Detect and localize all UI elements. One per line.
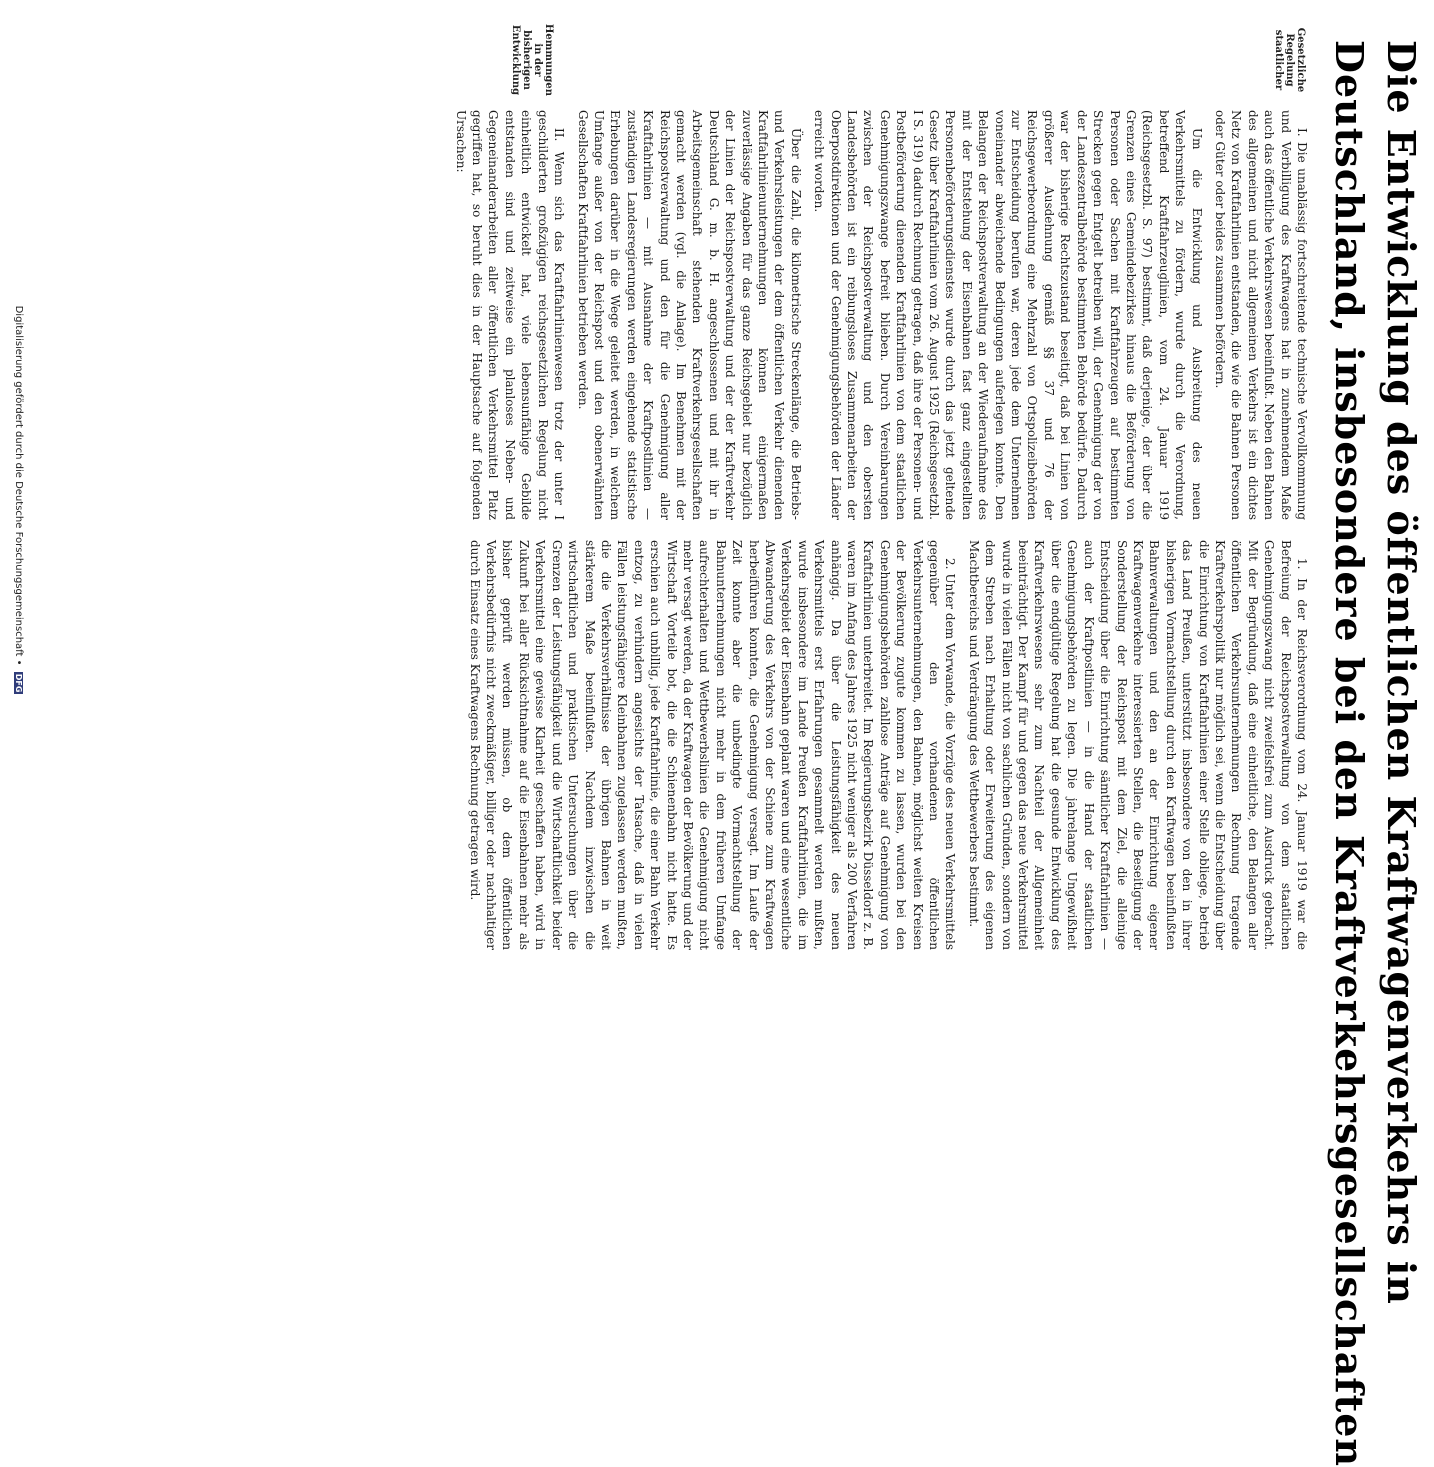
- right-text-column: [250, 540, 1310, 950]
- paragraph: II. Wenn sich das Kraftfahrlinienwesen trotz der unter I geschilderten großzügigen reichsgesetzlichen Regelung nicht einheitlich entwickelt hat, viele lebensunfähige Gebilde entstanden sind und zeitweise ein planloses Neben- und Gegeneinanderarbeiten aller öffentlichen Verkehrsmittel Platz gegriffen hat, so beruht dies in der Hauptsache auf folgenden Ursachen:: [453, 110, 567, 520]
- paragraph: Über die Zahl, die kilometrische Streckenlänge, die Betriebs- und Verkehrsleistungen der dem öffentlichen Verkehr dienenden Kraftfahrlinienunternehmungen können einigermaßen zuverlässige Angaben für das ganze Reichsgebiet nur bezüglich der Linien der Reichspostverwaltung und der der Kraftverkehr Deutschland G. m. b. H. angeschlossenen und mit ihr in Arbeitsgemeinschaft stehenden Kraftverkehrsgesellschaften gemacht werden (vgl. die Anlage). Im Benehmen mit der Reichspostverwaltung und den für die Genehmigung aller Kraftfahrlinien — mit Ausnahme der Kraftpostlinien — zuständigen Landesregierungen werden eingehende statistische Erhebungen darüber in die Wege geleitet werden, in welchem Umfange außer von der Reichspost und den obenerwähnten Gesellschaften Kraftfahrlinien betrieben werden.: [575, 110, 803, 520]
- paragraph: 1. In der Reichsverordnung vom 24. Januar 1919 war die Befreiung der Reichspostverwaltung von dem staatlichen Genehmigungszwang nicht zweifelsfrei zum Ausdruck gebracht. Mit der Begründung, daß eine einheitliche, den Belangen aller öffentlichen Verkehrsunternehmungen Rechnung tragende Kraftverkehrspolitik nur möglich sei, wenn die Entscheidung über die Einrichtung von Kraftfahrlinien einer Stelle obliege, betrieb das Land Preußen, unterstützt insbesondere von den in ihrer bisherigen Vormachtstellung durch den Kraftwagen beeinflußten Bahnverwaltungen und den an der Einrichtung eigener Kraftwagenverkehre interessierten Stellen, die Beseitigung der Sonderstellung der Reichspost mit dem Ziel, die alleinige Entscheidung über die Einrichtung sämtlicher Kraftfahrlinien — auch der Kraftpostlinien — in die Hand der staatlichen Genehmigungsbehörden zu legen. Die jahrelange Ungewißheit über die endgültige Regelung hat die gesunde Entwicklung des Kraftverkehrswesens sehr zum Nachteil der Allgemeinheit beeinträchtigt. Der Kampf für und gegen das neue Verkehrsmittel wurde in vielen Fällen nicht von sachlichen Gründen, sondern von dem Streben nach Erhaltung oder Erweiterung des eigenen Machtbereichs und Verdrängung des Wettbewerbers bestimmt.: [966, 540, 1309, 950]
- paragraph: Um die Entwicklung und Ausbreitung des neuen Verkehrsmittels zu fördern, wurde durch die Verordnung, betreffend Kraftfahrzeuglinien, vom 24. Januar 1919 (Reichsgesetzbl. S. 97) bestimmt, daß derjenige, der über die Grenzen eines Gemeindebezirkes hinaus die Beförderung von Personen oder Sachen mit Kraftfahrzeugen auf bestimmten Strecken gegen Entgelt betreiben will, der Genehmigung der von der Landeszentralbehörde bestimmten Behörde bedürfe. Dadurch war der bisherige Rechtszustand beseitigt, daß bei Linien von größerer Ausdehnung gemäß §§ 37 und 76 der Reichsgewerbeordnung eine Mehrzahl von Ortspolizeibehörden zur Entscheidung berufen war, deren jede dem Unternehmen voneinander abweichende Bedingungen auferlegen konnte. Den Belangen der Reichspostverwaltung an der Wiederaufnahme des mit der Entstehung der Eisenbahnen fast ganz eingestellten Personenbeförderungsdienstes wurde durch das jetzt geltende Gesetz über Kraftfahrlinien vom 26. August 1925 (Reichsgesetzbl. I S. 319) dadurch Rechnung getragen, daß ihre der Personen- und Postbeförderung dienenden Kraftfahrlinien von dem staatlichen Genehmigungszwange befreit blieben. Durch Vereinbarungen zwischen der Reichspostverwaltung und den obersten Landesbehörden ist ein reibungsloses Zusammenarbeiten der Oberpostdirektionen und der Genehmigungsbehörden der Länder erreicht worden.: [812, 110, 1204, 520]
- left-text-column: [210, 110, 1310, 520]
- paragraph: I. Die unablässig fortschreitende technische Vervollkommnung und Verbilligung des Kraftwagens hat in zunehmendem Maße auch das öffentliche Verkehrswesen beeinflußt. Neben den Bahnen des allgemeinen und nicht allgemeinen Verkehrs ist ein dichtes Netz von Kraftfahrlinien entstanden, die wie die Bahnen Personen oder Güter oder beides zusammen befördern.: [1212, 110, 1309, 520]
- dfg-logo: DFG: [14, 673, 23, 693]
- document-title-line-2: Deutschland, insbesondere bei den Kraftverkehrsgesellschaften: [1327, 40, 1372, 1467]
- digitization-footer: [13, 0, 24, 1000]
- margin-note-hemmungen: Hemmungen in der bisherigen Entwicklung: [510, 23, 554, 97]
- document-title-line-1: Die Entwicklung des öffentlichen Kraftwagenverkehrs in: [1379, 40, 1424, 1305]
- margin-note-gesetzliche-regelung: Gesetzliche Regelung staatlicher: [1273, 27, 1306, 93]
- paragraph: 2. Unter dem Vorwande, die Vorzüge des neuen Verkehrsmittels gegenüber den vorhandenen öffentlichen Verkehrsunternehmungen, den Bahnen, möglichst weiten Kreisen der Bevölkerung zugute kommen zu lassen, wurden bei den Genehmigungsbehörden zahllose Anträge auf Genehmigung von Kraftfahrlinien unterbreitet. Im Regierungsbezirk Düsseldorf z. B. waren im Anfang des Jahres 1925 nicht weniger als 200 Verfahren anhängig. Da über die Leistungsfähigkeit des neuen Verkehrsmittels erst Erfahrungen gesammelt werden mußten, wurde insbesondere im Lande Preußen Kraftfahrlinien, die im Verkehrsgebiet der Eisenbahn geplant waren und eine wesentliche Abwanderung des Verkehrs von der Schiene zum Kraftwagen herbeiführen konnten, die Genehmigung versagt. Im Laufe der Zeit konnte aber die unbedingte Vormachtstellung der Bahnunternehmungen nicht mehr in dem früheren Umfange aufrechterhalten und Wettbewerbslinien die Genehmigung nicht mehr versagt werden, da der Kraftwagen der Bevölkerung und der Wirtschaft Vorteile bot, die die Schienenbahn nicht hatte. Es erschien auch unbillig, jede Kraftfahrlinie, die einer Bahn Verkehr entzog, zu verhindern angesichts der Tatsache, daß in vielen Fällen leistungsfähigere Kleinbahnen zugelassen werden mußten, die die Verkehrsverhältnisse der übrigen Bahnen in weit stärkerem Maße beeinflußten. Nachdem inzwischen die wirtschaftlichen und praktischen Untersuchungen über die Grenzen der Leistungsfähigkeit und die Wirtschaftlichkeit beider Verkehrsmittel eine gewisse Klarheit geschaffen haben, wird in Zukunft bei aller Rücksichtnahme auf die Eisenbahnen mehr als bisher geprüft werden müssen, ob dem öffentlichen Verkehrsbedürfnis nicht zweckmäßiger, billiger oder nachhaltiger durch Einsatz eines Kraftwagens Rechnung getragen wird.: [467, 540, 958, 950]
- footer-text: Digitalisierung gefördert durch die Deutsche Forschungsgemeinschaft •: [13, 305, 24, 666]
